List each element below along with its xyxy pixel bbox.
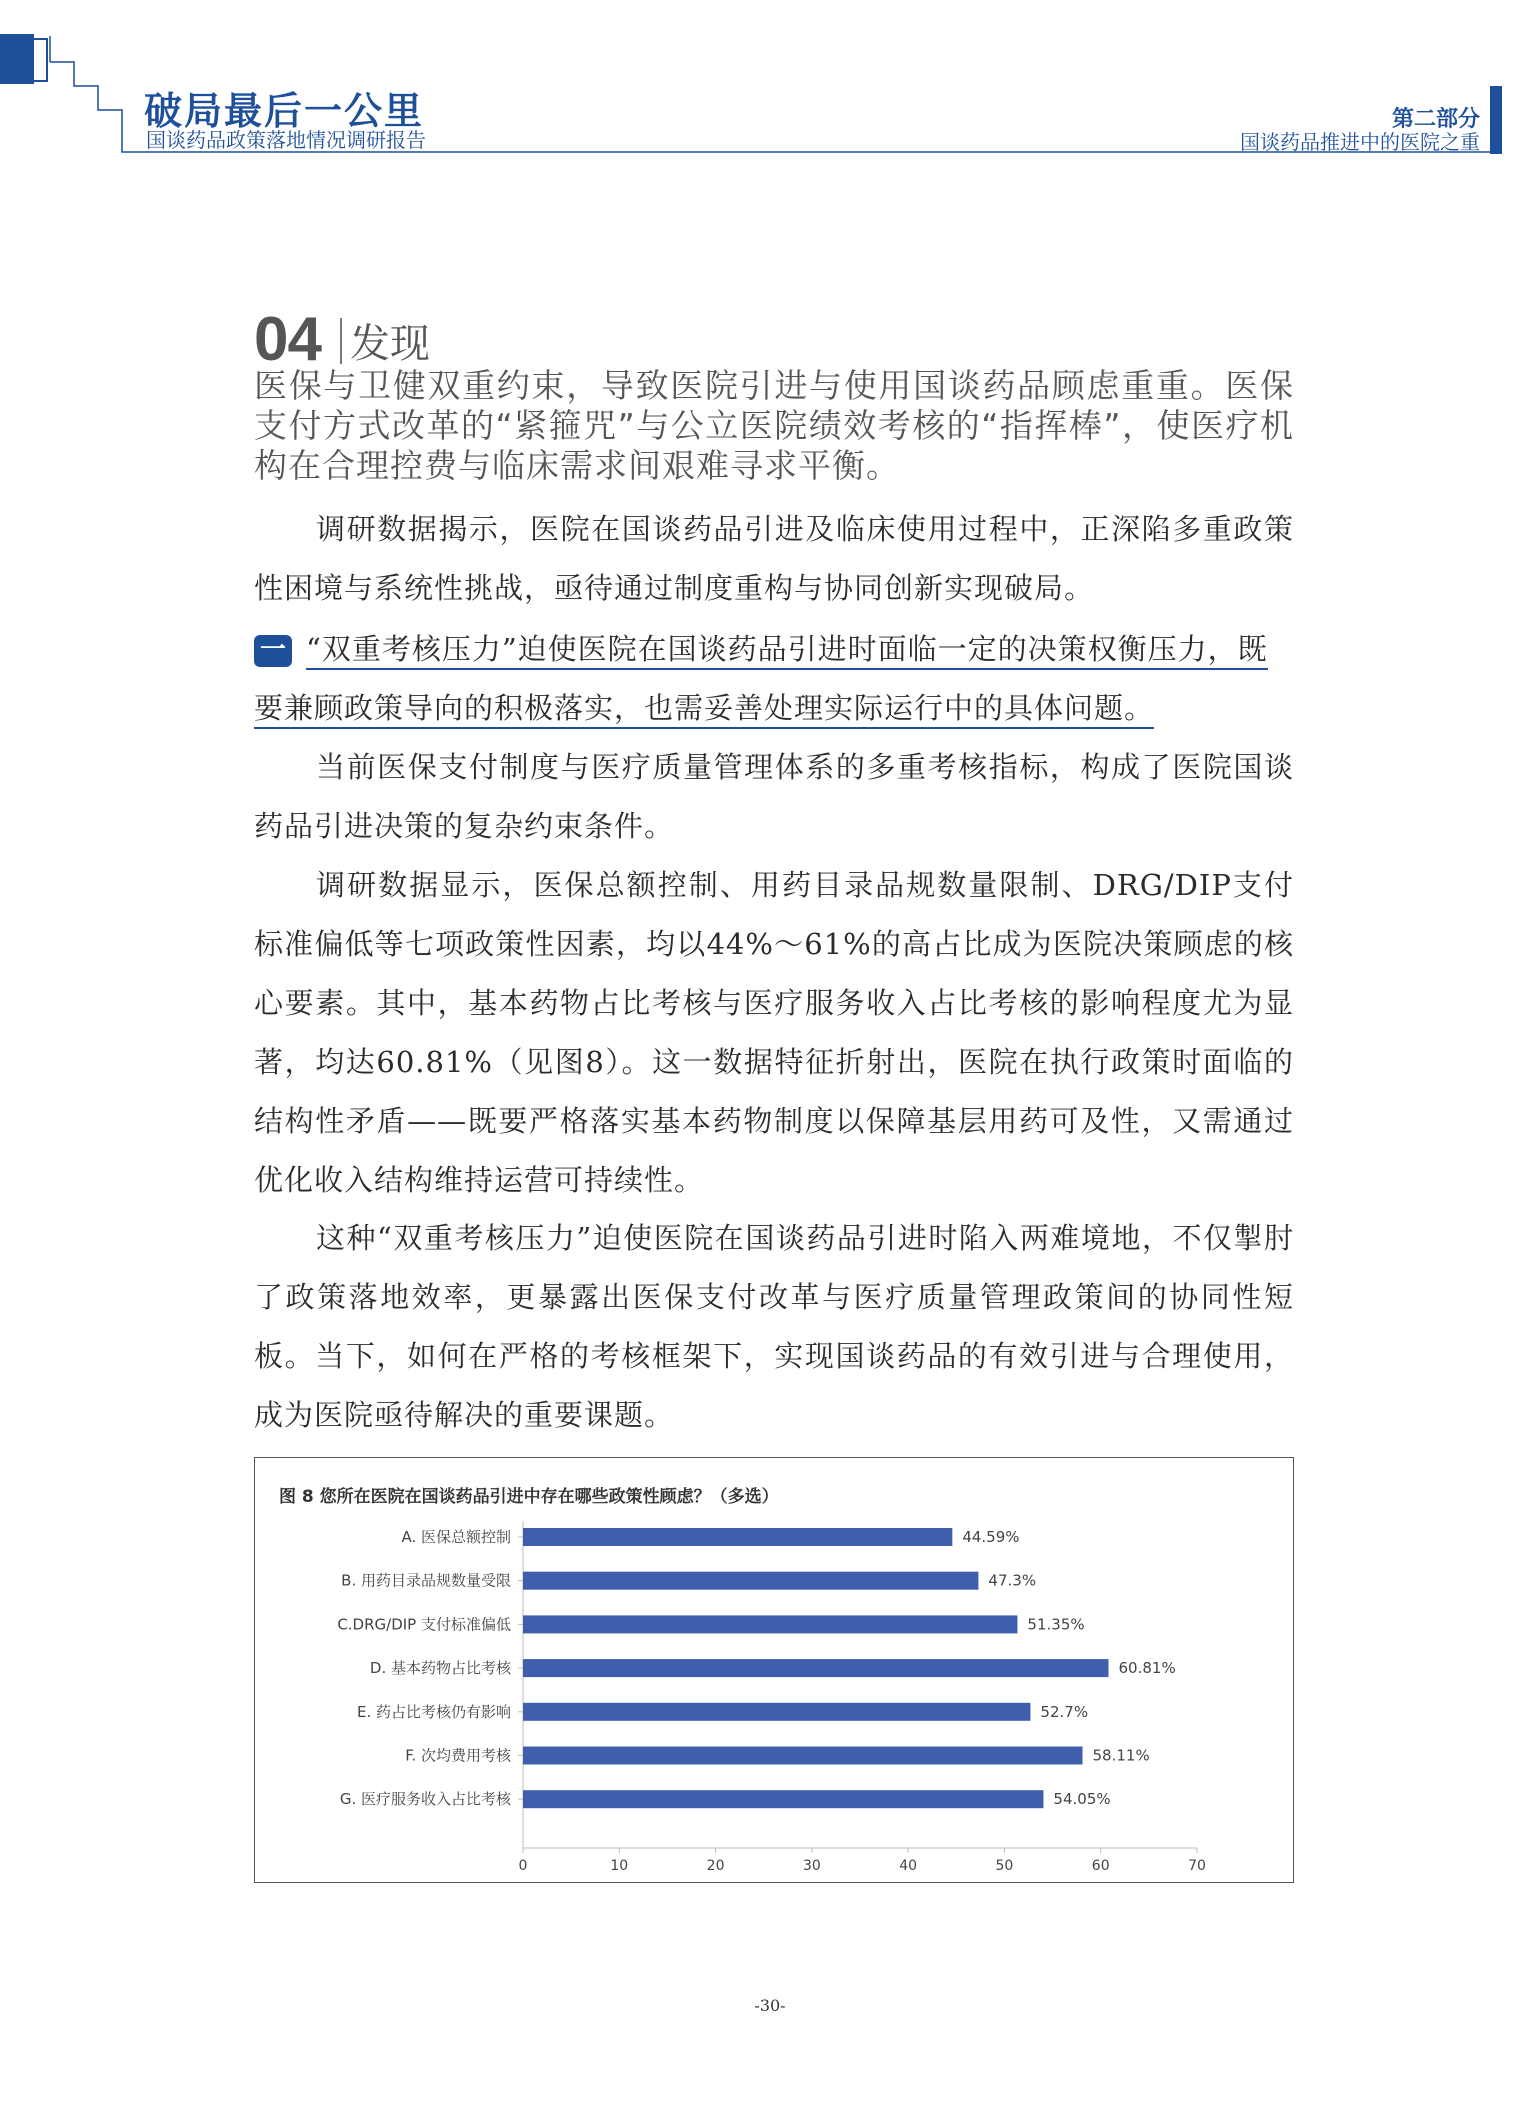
page-number: -30- [754,1996,786,2015]
bar [523,1528,952,1546]
paragraph-3: 调研数据显示，医保总额控制、用药目录品规数量限制、DRG/DIP支付标准偏低等七项政策性因素，均以44%～61%的高占比成为医院决策顾虑的核心要素。其中，基本药物占比考核与医疗服务收入占比考核的影响程度尤为显著，均达60.81%（见图8）。这一数据特征折射出，医院在执行政策时面临的结构性矛盾——既要严格落实基本药物制度以保障基层用药可及性，又需通过优化收入结构维持运营可持续性。 [254,868,1294,1197]
part-number: 第二部分 [1391,107,1480,132]
key-point [254,620,1294,738]
x-tick-label: 0 [518,1858,528,1874]
paragraph-2: 当前医保支付制度与医疗质量管理体系的多重考核指标，构成了医院国谈药品引进决策的复杂约束条件。 [254,750,1294,843]
x-tick-label: 20 [706,1858,725,1874]
x-tick-label: 30 [802,1858,821,1874]
x-tick-label: 40 [899,1858,918,1874]
bar [523,1703,1030,1721]
x-tick-label: 10 [610,1858,629,1874]
x-tick-label: 60 [1091,1858,1110,1874]
x-tick-label: 50 [995,1858,1014,1874]
header-right-bar [1490,86,1502,154]
bar [523,1790,1043,1808]
section-label: 发现 [350,321,430,367]
report-subtitle: 国谈药品政策落地情况调研报告 [146,128,426,152]
part-title: 国谈药品推进中的医院之重 [1240,130,1480,154]
key-point-text: “双重考核压力”迫使医院在国谈药品引进时面临一定的决策权衡压力，既要兼顾政策导向的积极落实，也需妥善处理实际运行中的具体问题。 [254,632,1268,729]
value-label: 44.59% [962,1528,1020,1546]
value-label: 51.35% [1027,1615,1085,1634]
report-title: 破局最后一公里 [144,89,425,133]
paragraph-1: 调研数据揭示，医院在国谈药品引进及临床使用过程中，正深陷多重政策性困境与系统性挑战，亟待通过制度重构与协同创新实现破局。 [254,512,1294,605]
point-marker: 一 [254,635,292,667]
category-label: C.DRG/DIP 支付标准偏低 [337,1615,511,1634]
value-label: 58.11% [1092,1746,1150,1765]
category-label: B. 用药目录品规数量受限 [341,1571,511,1590]
section-number: 04 [254,305,321,374]
value-label: 60.81% [1118,1659,1176,1678]
section-lead: 医保与卫健双重约束，导致医院引进与使用国谈药品顾虑重重。医保支付方式改革的“紧箍咒”与公立医院绩效考核的“指挥棒”，使医疗机构在合理控费与临床需求间艰难寻求平衡。 [254,366,1294,485]
paragraph-4: 这种“双重考核压力”迫使医院在国谈药品引进时陷入两难境地，不仅掣肘了政策落地效率，更暴露出医保支付改革与医疗质量管理政策间的协同性短板。当下，如何在严格的考核框架下，实现国谈药品的有效引进与合理使用，成为医院亟待解决的重要课题。 [254,1221,1294,1432]
value-label: 52.7% [1040,1702,1089,1721]
figure-8 [254,1457,1294,1883]
x-tick-label: 70 [1188,1858,1206,1874]
category-label: E. 药占比考核仍有影响 [356,1702,511,1721]
bar-chart [255,1458,1295,1884]
value-label: 54.05% [1053,1790,1111,1809]
category-label: D. 基本药物占比考核 [369,1659,511,1678]
bar [523,1659,1109,1677]
bar [523,1615,1017,1633]
bar [523,1747,1083,1765]
value-label: 47.3% [988,1571,1037,1590]
section-divider [340,318,342,364]
category-label: A. 医保总额控制 [401,1528,511,1546]
category-label: G. 医疗服务收入占比考核 [339,1790,511,1809]
category-label: F. 次均费用考核 [405,1746,511,1765]
bar [523,1572,978,1590]
figure-title: 图 8 您所在医院在国谈药品引进中存在哪些政策性顾虑？（多选） [279,1487,779,1507]
